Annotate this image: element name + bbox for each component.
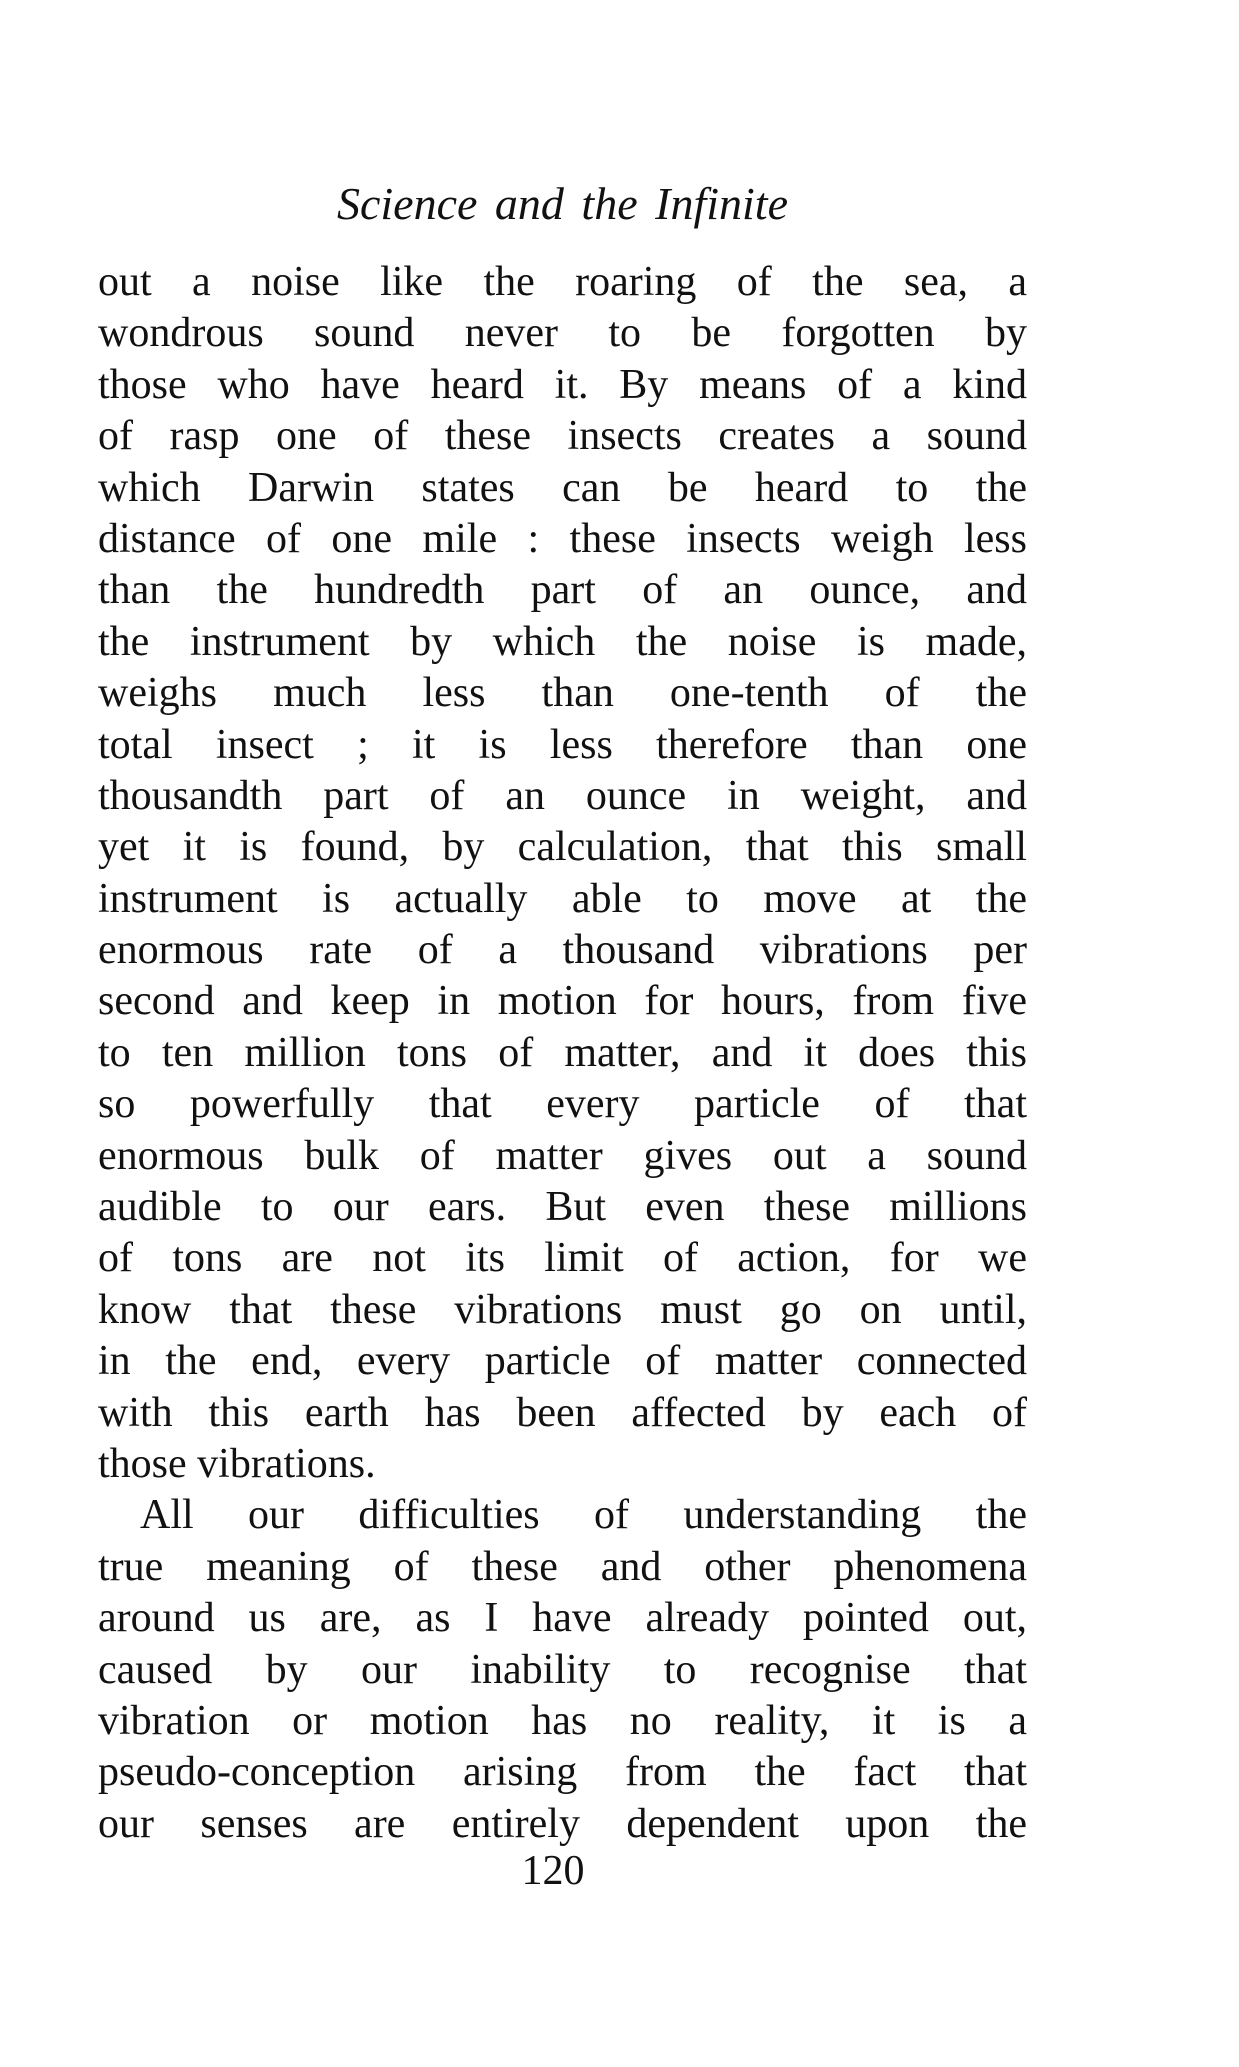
- text-line: know that these vibrations must go on until,: [98, 1286, 1027, 1333]
- text-line: so powerfully that every particle of that: [98, 1081, 1027, 1128]
- text-line: those who have heard it. By means of a kind: [98, 361, 1027, 408]
- text-line: in the end, every particle of matter connected: [98, 1338, 1027, 1385]
- page-number: 120: [521, 1848, 585, 1894]
- text-line: instrument is actually able to move at the: [98, 875, 1027, 922]
- text-line: those vibrations.: [98, 1440, 376, 1487]
- text-line: All our difficulties of understanding the: [140, 1492, 1027, 1539]
- text-line: caused by our inability to recognise that: [98, 1646, 1027, 1693]
- text-line: enormous bulk of matter gives out a sound: [98, 1132, 1027, 1179]
- body-text: [98, 257, 1027, 1850]
- text-line: the instrument by which the noise is made,: [98, 618, 1027, 665]
- text-line: to ten million tons of matter, and it does this: [98, 1029, 1027, 1076]
- text-line: than the hundredth part of an ounce, and: [98, 567, 1027, 614]
- text-line: pseudo-conception arising from the fact that: [98, 1749, 1027, 1796]
- text-line: of tons are not its limit of action, for we: [98, 1235, 1027, 1282]
- text-line: enormous rate of a thousand vibrations per: [98, 927, 1027, 974]
- text-line: vibration or motion has no reality, it is a: [98, 1697, 1027, 1744]
- text-line: yet it is found, by calculation, that this small: [98, 824, 1027, 871]
- text-line: thousandth part of an ounce in weight, and: [98, 772, 1027, 819]
- text-line: with this earth has been affected by each of: [98, 1389, 1027, 1436]
- text-line: audible to our ears. But even these millions: [98, 1184, 1027, 1231]
- text-line: second and keep in motion for hours, from five: [98, 978, 1027, 1025]
- text-line: wondrous sound never to be forgotten by: [98, 310, 1027, 357]
- text-line: out a noise like the roaring of the sea, a: [98, 259, 1027, 305]
- text-line: distance of one mile : these insects weigh less: [98, 515, 1027, 562]
- text-line: which Darwin states can be heard to the: [98, 464, 1027, 511]
- text-line: weighs much less than one-tenth of the: [98, 670, 1027, 717]
- text-line: true meaning of these and other phenomena: [98, 1543, 1027, 1590]
- text-line: of rasp one of these insects creates a sound: [98, 413, 1027, 460]
- text-line: around us are, as I have already pointed out,: [98, 1595, 1027, 1642]
- text-line: our senses are entirely dependent upon the: [98, 1800, 1027, 1847]
- running-head: Science and the Infinite: [336, 178, 788, 229]
- text-line: total insect ; it is less therefore than one: [98, 721, 1027, 768]
